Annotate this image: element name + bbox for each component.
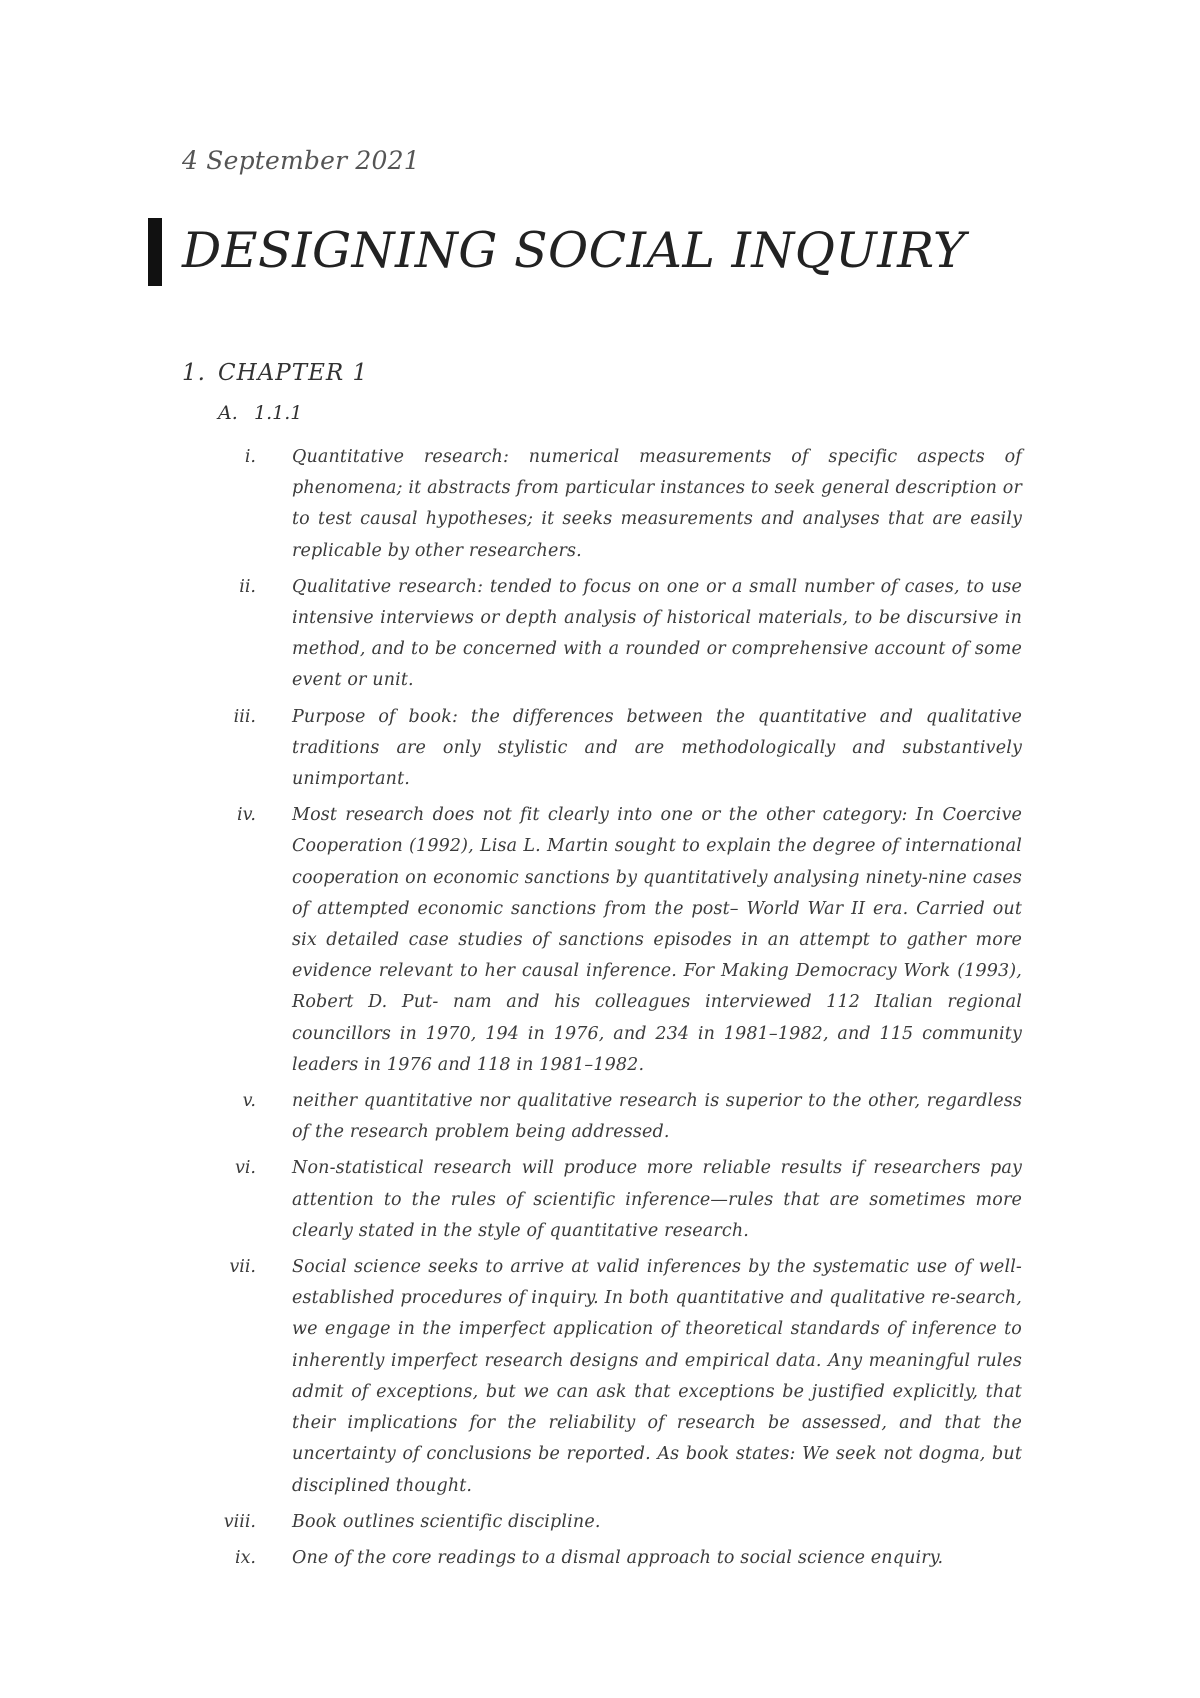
list-item-text: Quantitative research: numerical measurements of specific aspects of phenomena; it abstracts from particular instances to seek general description or to test causal hypotheses; it seeks measurements and analyses that are easily replicable by other researchers.	[292, 447, 1022, 561]
list-item	[0, 702, 1200, 796]
chapter-label: CHAPTER 1	[218, 360, 369, 386]
list-item-text: Book outlines scientific discipline.	[292, 1511, 601, 1532]
list-item	[0, 1086, 1200, 1148]
list-item	[0, 572, 1200, 697]
list-item-marker: ix.	[234, 1547, 256, 1568]
document-title: DESIGNING SOCIAL INQUIRY	[182, 222, 966, 279]
numbered-list	[0, 442, 1200, 1579]
list-item-marker: vii.	[229, 1257, 256, 1278]
list-item	[0, 1153, 1200, 1247]
section-letter: A.	[218, 402, 238, 424]
list-item	[0, 1507, 1200, 1538]
list-item-text: Social science seeks to arrive at valid inferences by the systematic use of well-established procedures of inquiry. In both quantitative and qualitative re-search, we engage in the imperfect application of theoretical standards of inference to inherently imperfect research designs and empirical data. Any meaningful rules admit of exceptions, but we can ask that exceptions be justified explicitly, that their implications for the reliability of research be assessed, and that the uncertainty of conclusions be reported. As book states: We seek not dogma, but disciplined thought.	[292, 1257, 1022, 1496]
chapter-number: 1.	[182, 360, 206, 386]
list-item-text: Purpose of book: the differences between the quantitative and qualitative traditions are only stylistic and are methodologically and substantively unimportant.	[292, 706, 1022, 790]
list-item-text: Qualitative research: tended to focus on one or a small number of cases, to use intensive interviews or depth analysis of historical materials, to be discursive in method, and to be concerned with a rounded or comprehensive account of some event or unit.	[292, 576, 1022, 691]
list-item-text: One of the core readings to a dismal approach to social science enquiry.	[292, 1547, 944, 1568]
list-item	[0, 1252, 1200, 1502]
chapter-heading	[182, 360, 368, 386]
section-label: 1.1.1	[254, 402, 303, 424]
list-item-marker: vi.	[234, 1158, 256, 1179]
document-date: 4 September 2021	[182, 146, 420, 175]
list-item-marker: iv.	[237, 805, 256, 826]
list-item-marker: i.	[244, 447, 256, 467]
list-item-marker: viii.	[223, 1511, 256, 1532]
list-item-text: Most research does not fit clearly into one or the other category: In Coercive Cooperation (1992), Lisa L. Martin sought to explain the degree of international cooperation on economic sanctions by quantitatively analysing ninety-nine cases of attempted economic sanctions from the post– World War II era. Carried out six detailed case studies of sanctions episodes in an attempt to gather more evidence relevant to her causal inference. For Making Democracy Work (1993), Robert D. Put- nam and his colleagues interviewed 112 Italian regional councillors in 1970, 194 in 1976, and 234 in 1981–1982, and 115 community leaders in 1976 and 118 in 1981–1982.	[292, 805, 1022, 1075]
title-accent-bar	[148, 218, 162, 286]
list-item	[0, 1543, 1200, 1574]
list-item-marker: iii.	[233, 706, 256, 727]
list-item-marker: ii.	[239, 576, 256, 597]
list-item	[0, 442, 1200, 567]
section-heading	[218, 402, 302, 424]
list-item-text: Non-statistical research will produce more reliable results if researchers pay attention to the rules of scientific inference—rules that are sometimes more clearly stated in the style of quantitative research.	[292, 1158, 1022, 1241]
list-item-marker: v.	[242, 1091, 256, 1112]
list-item-text: neither quantitative nor qualitative research is superior to the other, regardless of the research problem being addressed.	[292, 1091, 1022, 1143]
list-item	[0, 800, 1200, 1081]
